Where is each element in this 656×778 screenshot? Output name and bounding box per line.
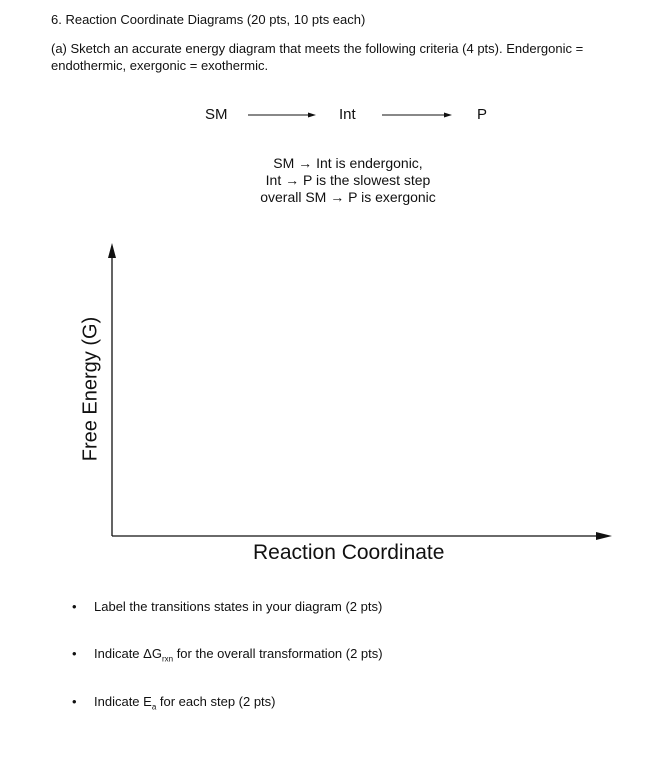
bullet-text-post: for the overall transformation (2 pts) <box>173 646 383 661</box>
y-axis <box>108 243 116 536</box>
y-axis-label: Free Energy (G) <box>79 316 102 462</box>
bullet-dot: • <box>72 599 77 614</box>
bullet-item-delta-g <box>72 646 383 664</box>
part-a-instructions-line-2: endothermic, exergonic = exothermic. <box>51 58 269 73</box>
criteria-line-3: overall SM → P is exergonic <box>260 189 436 205</box>
question-title: 6. Reaction Coordinate Diagrams (20 pts, 10 pts each) <box>51 12 366 27</box>
scheme-sm-label: SM <box>205 106 228 123</box>
bullet-dot: • <box>72 646 77 661</box>
bullet-subscript: a <box>151 702 157 712</box>
part-a-instructions-line-1: (a) Sketch an accurate energy diagram that meets the following criteria (4 pts). Endergonic = <box>51 41 584 56</box>
x-axis <box>112 532 612 540</box>
scheme-arrow-int-to-p <box>382 113 452 118</box>
bullet-text-post: for each step (2 pts) <box>156 694 276 709</box>
scheme-p-label: P <box>477 106 488 123</box>
bullet-text-pre: Indicate ΔG <box>94 646 162 661</box>
scheme-arrow-sm-to-int <box>248 113 316 118</box>
bullet-text-pre: Indicate E <box>94 694 152 709</box>
x-axis-label: Reaction Coordinate <box>253 541 445 564</box>
criteria-line-1: SM → Int is endergonic, <box>273 155 423 171</box>
scheme-int-label: Int <box>339 106 356 123</box>
bullet-subscript: rxn <box>161 654 174 664</box>
bullet-item-activation-energy <box>72 694 276 712</box>
criteria-line-2: Int → P is the slowest step <box>265 172 431 188</box>
bullet-dot: • <box>72 694 77 709</box>
bullet-text: Label the transitions states in your diagram (2 pts) <box>94 599 383 614</box>
bullet-item-transition-states <box>72 599 382 614</box>
